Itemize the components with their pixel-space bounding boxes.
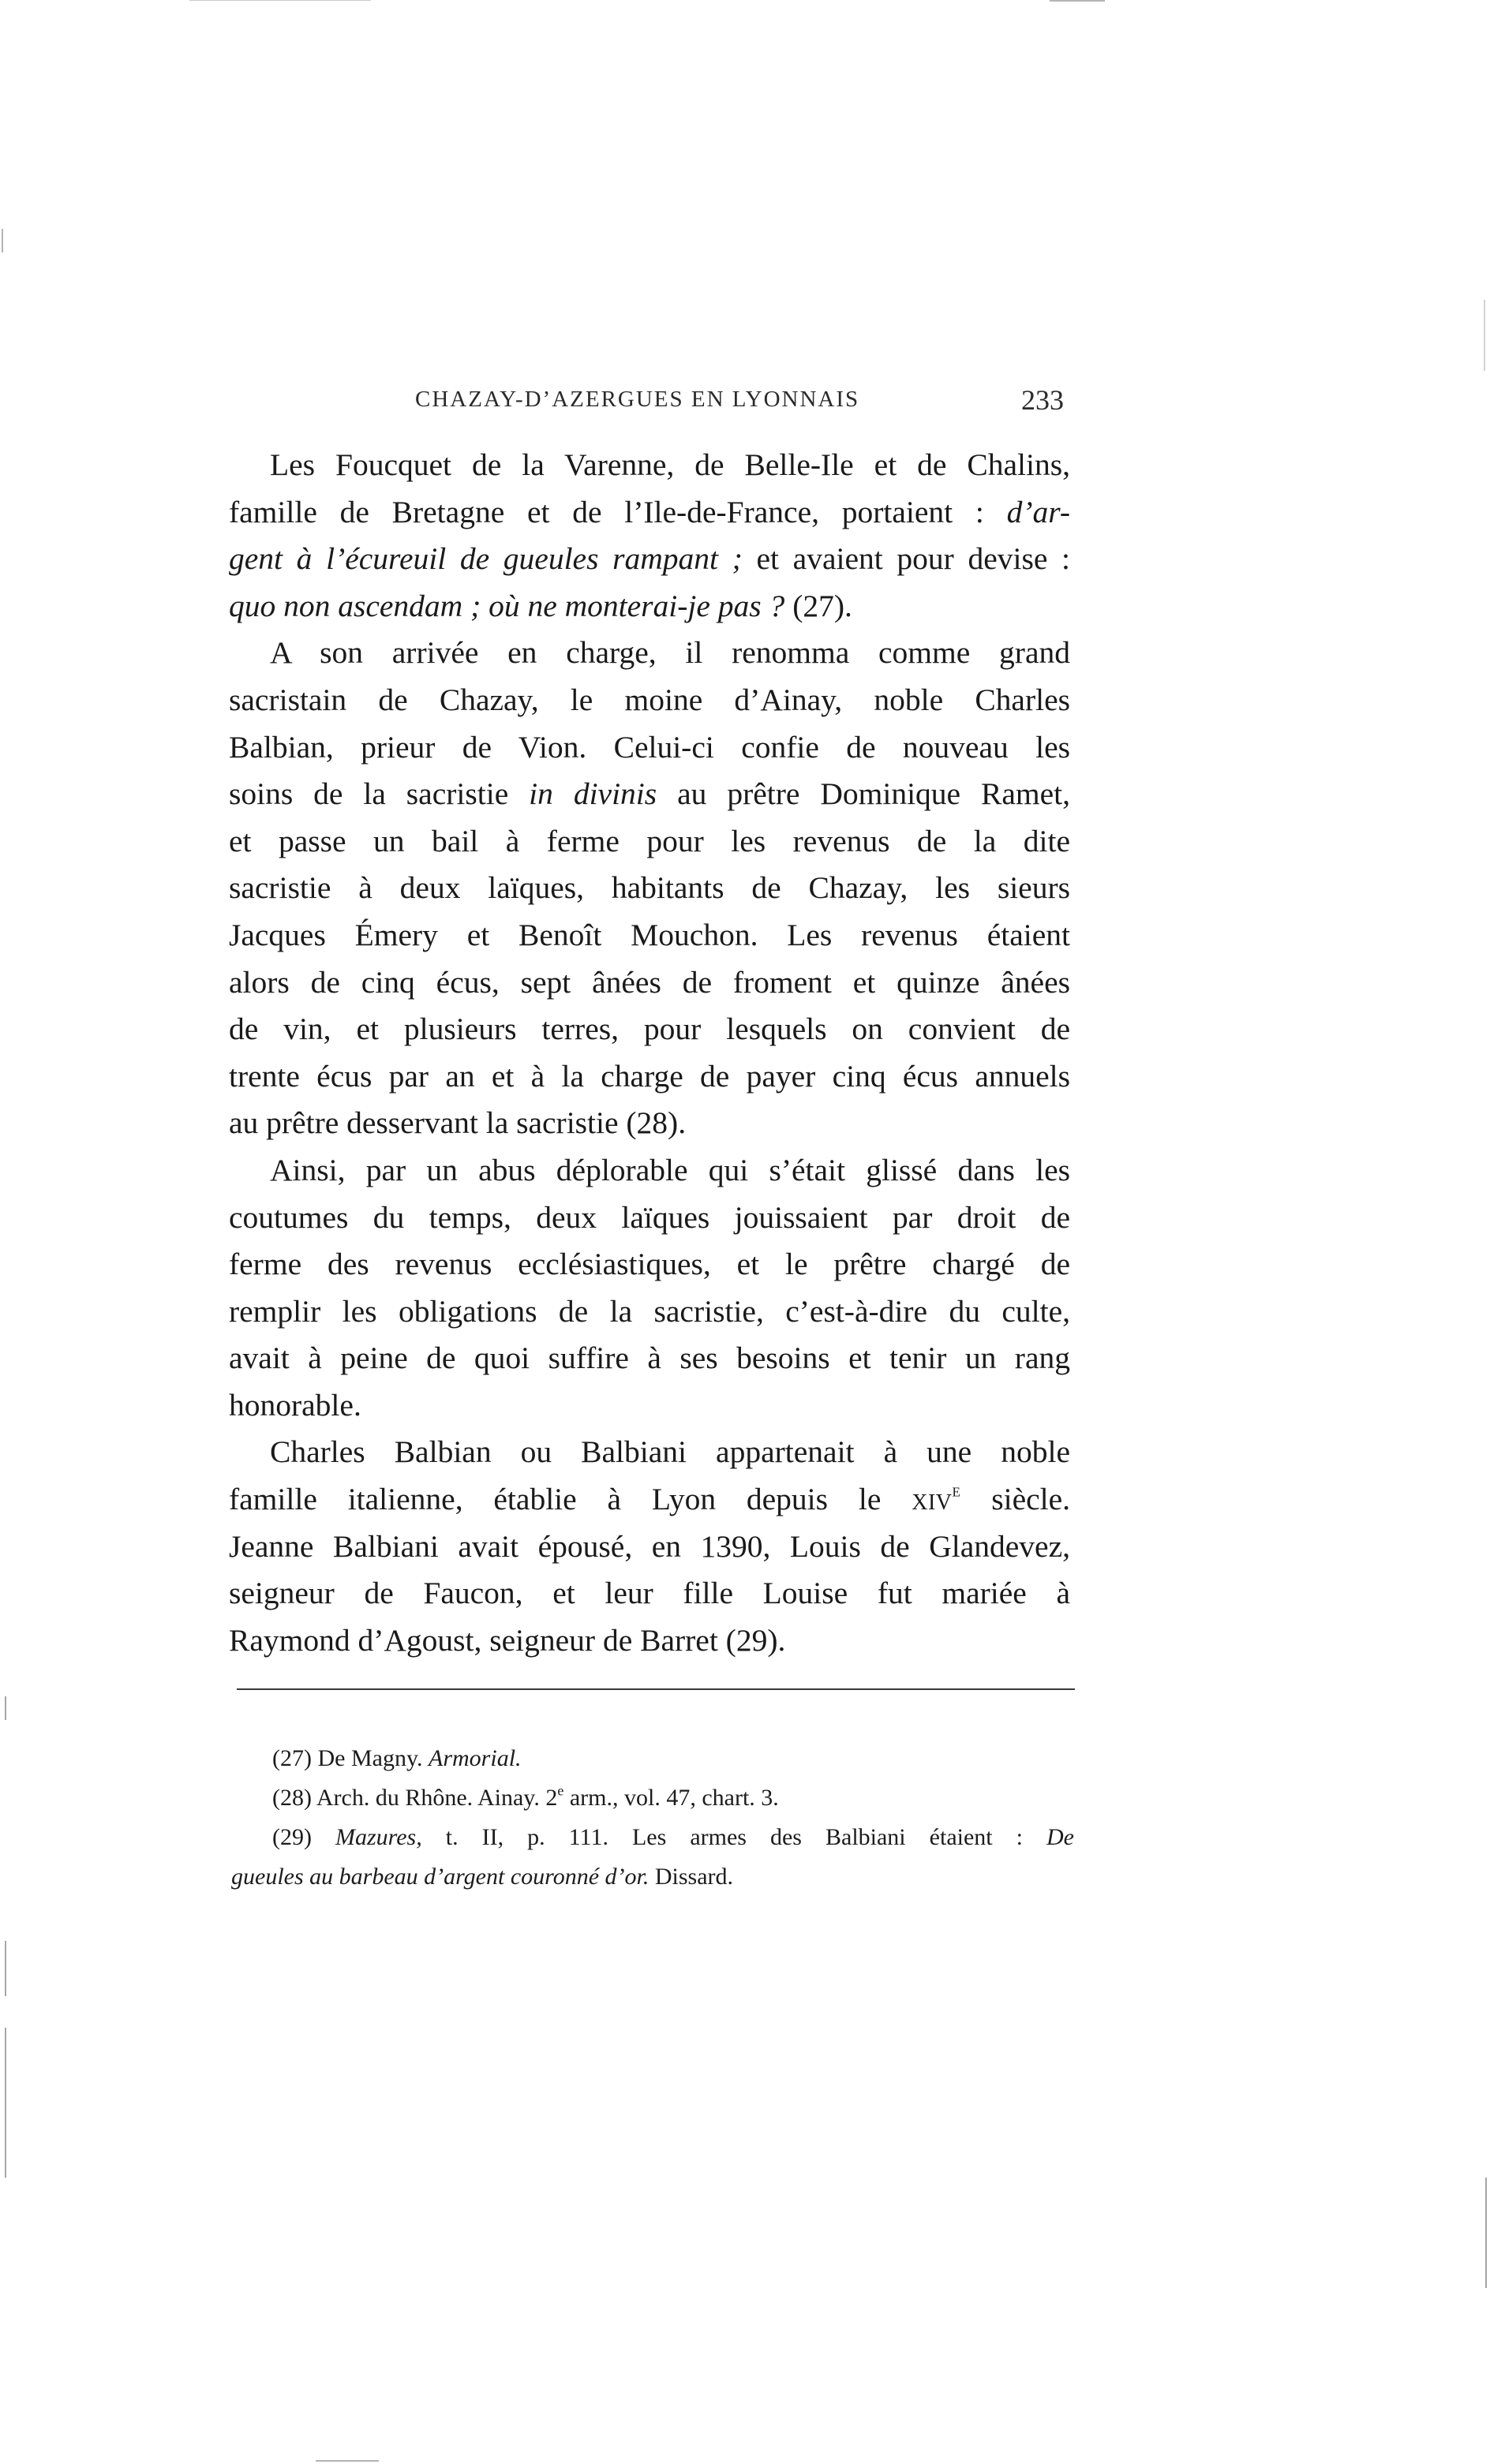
- text-span: et passe un bail à ferme pour les revenus de la dite: [229, 823, 1070, 858]
- scan-mark-bottom: [316, 2460, 379, 2462]
- italic-span: Mazures,: [335, 1824, 422, 1850]
- italic-span: De: [1046, 1824, 1074, 1850]
- text-span: famille de Bretagne et de l’Ile-de-France, portaient :: [229, 494, 984, 529]
- text-line: [229, 1241, 1070, 1288]
- text-line: [229, 1429, 1070, 1476]
- text-span: Les Foucquet de la Varenne, de Belle-Ile et de Chalins,: [270, 447, 1070, 482]
- text-span: Jeanne Balbiani avait épousé, en 1390, Louis de Glandevez,: [229, 1528, 1070, 1564]
- footnote-29-continued: [231, 1857, 1074, 1897]
- paragraph-3: [229, 1147, 1070, 1430]
- text-span: Arch. du Rhône. Ainay. 2: [316, 1785, 558, 1811]
- italic-span: d’ar-: [1006, 494, 1071, 529]
- text-span: Jacques Émery et Benoît Mouchon. Les revenus étaient: [229, 917, 1070, 952]
- paragraph-4: [229, 1429, 1070, 1664]
- text-span: sacristie à deux laïques, habitants de Chazay, les sieurs: [229, 870, 1070, 906]
- running-title: CHAZAY-D’AZERGUES EN LYONNAIS: [415, 387, 860, 412]
- text-span: xiv: [912, 1482, 953, 1517]
- scan-mark-right-1: [1484, 300, 1485, 371]
- text-span: siècle.: [991, 1482, 1071, 1517]
- italic-span: gueules au barbeau d’argent couronné d’or.: [231, 1864, 650, 1890]
- text-line: [229, 489, 1070, 537]
- text-span: Charles Balbian ou Balbiani appartenait à une noble: [270, 1434, 1070, 1470]
- italic-span: quo non ascendam ; où ne monterai-je pas ?: [229, 588, 785, 623]
- text-line: [229, 724, 1070, 772]
- text-line: [229, 1006, 1070, 1053]
- footnote-number: (29): [272, 1824, 312, 1850]
- text-line: [229, 865, 1070, 912]
- text-line: [229, 1476, 1070, 1524]
- italic-span: gent à l’écureuil de gueules rampant ;: [229, 541, 743, 577]
- text-line: [229, 536, 1070, 583]
- footnote-27: [231, 1739, 1074, 1778]
- scan-mark-left-4: [5, 2028, 6, 2178]
- text-line: [229, 1100, 1070, 1147]
- text-span: De Magny.: [317, 1745, 423, 1771]
- superscript: e: [557, 1782, 564, 1799]
- text-span: trente écus par an et à la charge de payer cinq écus annuels: [229, 1058, 1070, 1094]
- text-span: soins de la sacristie: [229, 776, 509, 812]
- text-span: au prêtre Dominique Ramet,: [677, 776, 1071, 812]
- text-line: [229, 912, 1070, 959]
- text-line: [229, 959, 1070, 1007]
- scan-mark-right-2: [1485, 2178, 1487, 2288]
- footnote-rule: [237, 1688, 1075, 1690]
- text-line: [229, 583, 1070, 630]
- paragraph-1: [229, 442, 1070, 630]
- italic-span: Armorial.: [429, 1745, 522, 1771]
- text-span: de vin, et plusieurs terres, pour lesquels on convient de: [229, 1011, 1070, 1047]
- text-span: remplir les obligations de la sacristie, c’est-à-dire du culte,: [229, 1293, 1070, 1329]
- text-span: ferme des revenus ecclésiastiques, et le prêtre chargé de: [229, 1247, 1070, 1282]
- text-line: [229, 1335, 1070, 1382]
- text-line: [229, 1524, 1070, 1571]
- text-line: [229, 630, 1070, 677]
- text-span: au prêtre desservant la sacristie (28).: [229, 1105, 687, 1141]
- text-line: [229, 442, 1070, 489]
- text-span: A son arrivée en charge, il renomma comme grand: [270, 635, 1070, 671]
- text-line: [229, 771, 1070, 818]
- scan-mark-left-1: [2, 229, 3, 252]
- text-span: Raymond d’Agoust, seigneur de Barret (29).: [229, 1622, 786, 1658]
- text-span: Balbian, prieur de Vion. Celui-ci confie de nouveau les: [229, 729, 1070, 765]
- text-span: honorable.: [229, 1387, 361, 1423]
- text-span: famille italienne, établie à Lyon depuis le: [229, 1482, 882, 1517]
- footnote-number: (27): [272, 1745, 312, 1771]
- footnote-29: [231, 1818, 1074, 1857]
- scan-mark-left-2: [5, 1696, 6, 1720]
- italic-span: in divinis: [529, 776, 657, 812]
- text-line: [229, 1617, 1070, 1665]
- paragraph-2: [229, 630, 1070, 1147]
- text-span: et avaient pour devise :: [756, 541, 1070, 577]
- scan-mark-top-right: [1050, 0, 1105, 2]
- text-line: [229, 677, 1070, 724]
- text-span: Dissard.: [654, 1864, 734, 1890]
- text-line: [229, 1288, 1070, 1336]
- text-span: (27).: [792, 588, 852, 623]
- running-header: [415, 383, 1080, 423]
- scan-mark-left-3: [5, 1941, 6, 1996]
- footnote-28: [231, 1778, 1074, 1818]
- superscript: e: [952, 1480, 961, 1501]
- text-span: arm., vol. 47, chart. 3.: [569, 1785, 779, 1811]
- page-number: 233: [1021, 384, 1064, 416]
- text-line: [229, 1570, 1070, 1617]
- century-numeral: [912, 1482, 960, 1516]
- text-span: avait à peine de quoi suffire à ses besoins et tenir un rang: [229, 1340, 1070, 1376]
- text-line: [229, 1382, 1070, 1430]
- text-span: t. II, p. 111. Les armes des Balbiani étaient :: [445, 1824, 1023, 1850]
- footnote-number: (28): [272, 1785, 312, 1811]
- text-span: Ainsi, par un abus déplorable qui s’était glissé dans les: [270, 1152, 1070, 1187]
- text-span: alors de cinq écus, sept ânées de froment et quinze ânées: [229, 964, 1070, 1000]
- footnotes: [231, 1739, 1074, 1897]
- text-line: [229, 1195, 1070, 1242]
- scan-mark-top: [189, 0, 371, 1]
- text-line: [229, 818, 1070, 866]
- text-span: seigneur de Faucon, et leur fille Louise fut mariée à: [229, 1576, 1070, 1611]
- text-span: sacristain de Chazay, le moine d’Ainay, noble Charles: [229, 682, 1070, 717]
- text-line: [229, 1147, 1070, 1195]
- text-span: coutumes du temps, deux laïques jouissaient par droit de: [229, 1199, 1070, 1235]
- text-line: [229, 1053, 1070, 1101]
- body-text: [229, 442, 1070, 1664]
